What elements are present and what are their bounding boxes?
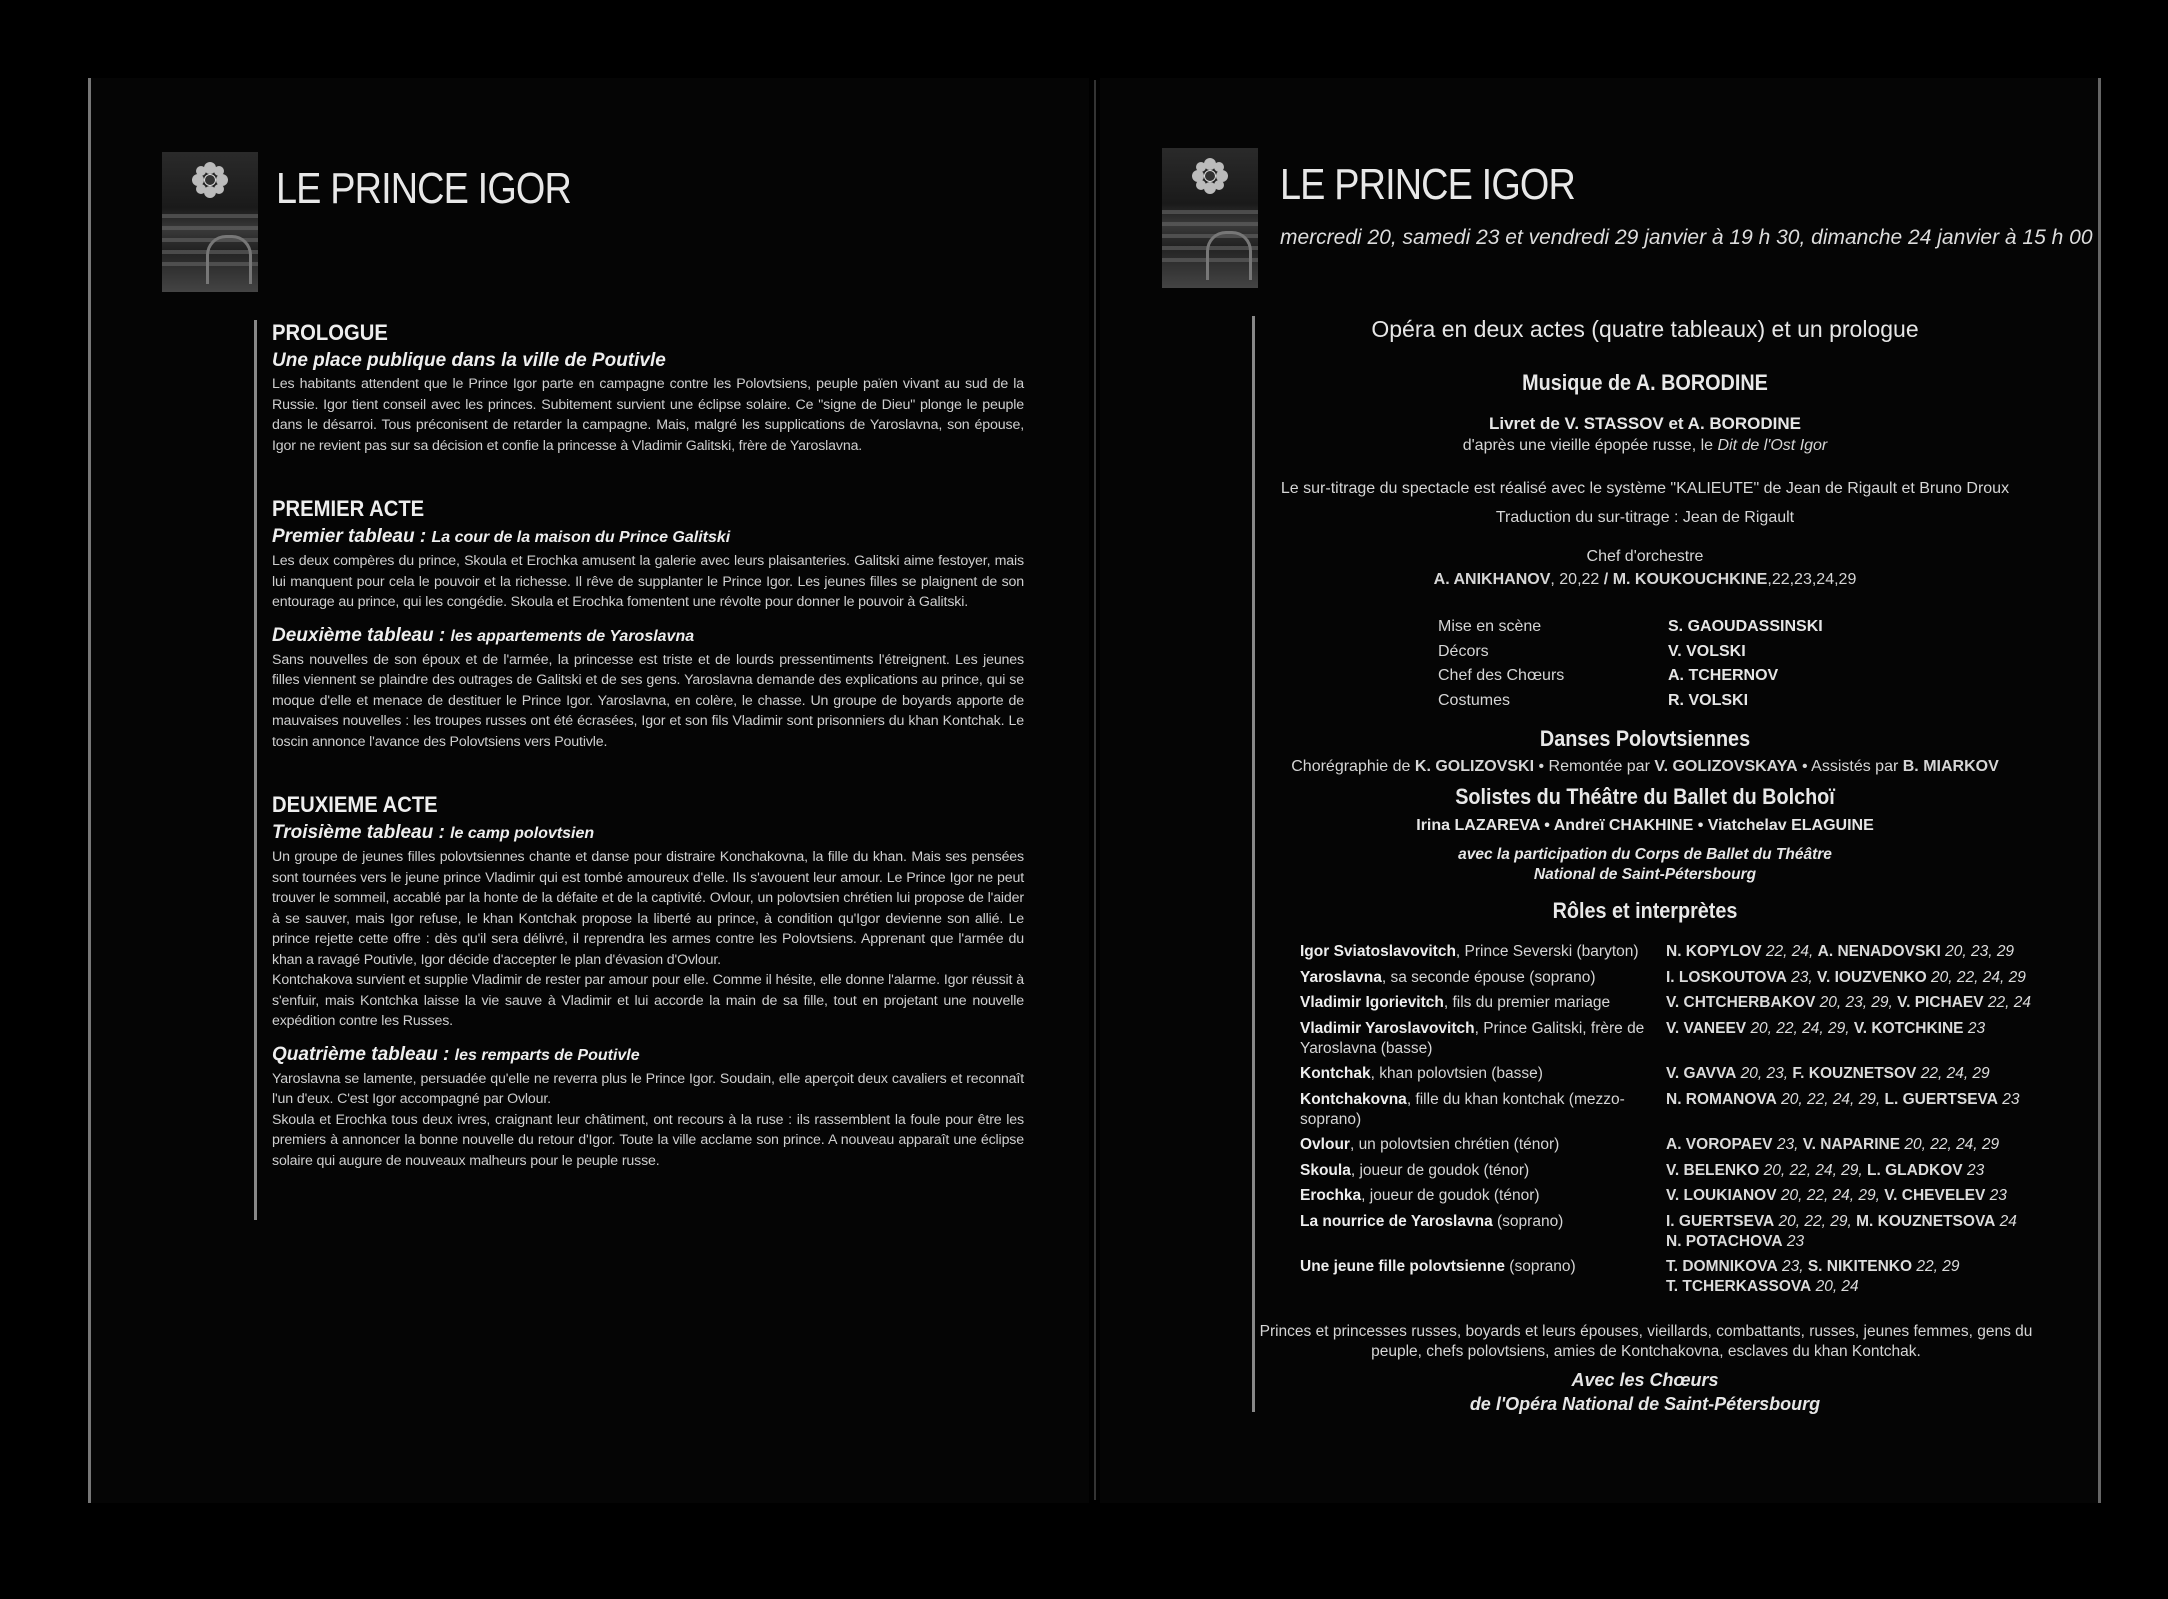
tableau2-text: Sans nouvelles de son époux et de l'armée, la princesse est triste et de lourds pressentiments l'étreignent. Les jeunes filles viennent se plaindre des outrages de Galitski et de ses gens. Yaroslavna demande des explications au prince, qui se moque d'elle et menace de destituer le Prince Igor. Yaroslavna, en colère, le chasse. Un groupe de boyards apporte de mauvaises nouvelles : les troupes russes ont été écrasées, Igor et son fils Vladimir sont prisonniers du khan Kontchak. Le toscin annonce l'avance des Polovtsiens vers Poutivle.: [272, 651, 1024, 750]
role-row: [1300, 1212, 2060, 1252]
flower-emblem-icon: [190, 160, 230, 200]
theatre-logo-icon: [162, 152, 258, 292]
choir-line-2: de l'Opéra National de Saint-Pétersbourg: [1469, 1394, 1821, 1414]
role-character: Skoula, joueur de goudok (ténor): [1300, 1161, 1530, 1179]
choir-line-1: Avec les Chœurs: [1571, 1370, 1719, 1390]
role-character: Ovlour, un polovtsien chrétien (ténor): [1300, 1136, 1560, 1153]
role-row: [1300, 1064, 2060, 1084]
role-character: Vladimir Yaroslavovitch, Prince Galitski, frère de Yaroslavna (basse): [1300, 1019, 1645, 1057]
roles-title: Rôles et interprètes: [1552, 898, 1738, 923]
role-character: Vladimir Igorievitch, fils du premier mariage: [1300, 994, 1611, 1011]
role-character: Yaroslavna, sa seconde épouse (soprano): [1300, 968, 1596, 986]
tableau4-text-2: Skoula et Erochka tous deux ivres, craignant leur châtiment, ont recours à la ruse : ils rassemblent la foule pour être les premiers à annoncer la bonne nouvelle du retour d'Igor. Toute la ville acclame son prince. A nouveau apparaît une éclipse solaire qui augure de nouveaux malheurs pour le peuple russe.: [272, 1111, 1024, 1169]
role-cast: N. KOPYLOV 22, 24, A. NENADOVSKI 20, 23, 29: [1666, 943, 2015, 960]
tableau1-text: Les deux compères du prince, Skoula et Erochka amusent la galerie avec leurs plaisanteries. Galitski aime festoyer, mais lui manquent pour cela le pouvoir et la richesse. Il rêve de supplanter le Prince Igor. Les jeunes filles se plaignent de son entourage au prince, qui les congédie. Skoula et Erochka fomentent une révolte pour donner le pouvoir à Galitski.: [272, 553, 1024, 610]
role-cast: N. ROMANOVA 20, 22, 24, 29, L. GUERTSEVA 23: [1666, 1090, 2020, 1108]
role-cast: V. BELENKO 20, 22, 24, 29, L. GLADKOV 23: [1666, 1161, 1985, 1179]
translation-credit: Traduction du sur-titrage : Jean de Rigault: [1495, 509, 1795, 526]
role-cast: V. LOUKIANOV 20, 22, 24, 29, V. CHEVELEV 23: [1666, 1187, 2007, 1204]
role-row: [1300, 968, 2060, 988]
role-character: Erochka, joueur de goudok (ténor): [1300, 1187, 1540, 1204]
soloists-names: Irina LAZAREVA • Andreï CHAKHINE • Viatchelav ELAGUINE: [1416, 817, 1874, 834]
ensemble-text: Princes et princesses russes, boyards et leurs épouses, vieillards, combattants, russes, jeunes femmes, gens du peuple, chefs polovtsiens, amies de Kontchakovna, esclaves du khan Kontchak.: [1259, 1323, 2033, 1360]
prologue-text: Les habitants attendent que le Prince Igor parte en campagne contre les Polovtsiens, peuple païen vivant au sud de la Russie. Igor tient conseil avec les princes. Subitement survient une éclipse solaire. Ce "signe de Dieu" plonge le peuple dans le désarroi. Tous préconisent de retarder la campagne. Mais, malgré les supplications de Yaroslavna, son épouse, Igor ne revient pas sur sa décision et confie la princesse à Vladimir Galitski, frère de Yaroslavna.: [272, 376, 1024, 454]
act1-heading: PREMIER ACTE: [272, 496, 425, 521]
role-row: [1300, 1257, 2060, 1297]
tableau2-title: Deuxième tableau : les appartements de Yaroslavna: [272, 624, 695, 646]
role-cast: V. CHTCHERBAKOV 20, 23, 29, V. PICHAEV 22, 24: [1666, 994, 2032, 1011]
role-character: Igor Sviatoslavovitch, Prince Severski (baryton): [1300, 943, 1639, 960]
opera-genre: Opéra en deux actes (quatre tableaux) et un prologue: [1371, 316, 1919, 342]
role-row: [1300, 1090, 2060, 1130]
role-cast: A. VOROPAEV 23, V. NAPARINE 20, 22, 24, 29: [1666, 1136, 2000, 1153]
tableau4-title: Quatrième tableau : les remparts de Poutivle: [272, 1043, 640, 1065]
role-row: [1300, 1186, 2060, 1206]
music-credit: Musique de A. BORODINE: [1522, 370, 1768, 395]
conductor-names: A. ANIKHANOV, 20,22 / M. KOUKOUCHKINE,22,23,24,29: [1433, 571, 1857, 588]
conductor-label: Chef d'orchestre: [1586, 548, 1704, 565]
staff-row: Mise en scène S. GAOUDASSINSKI: [1438, 618, 1823, 635]
left-page-title: LE PRINCE IGOR: [276, 164, 571, 213]
role-character: Kontchak, khan polovtsien (basse): [1300, 1065, 1543, 1082]
role-character: Kontchakovna, fille du khan kontchak (mezzo-soprano): [1300, 1090, 1625, 1128]
prologue-scene: Une place publique dans la ville de Poutivle: [272, 350, 666, 371]
act2-heading: DEUXIEME ACTE: [272, 792, 438, 817]
prologue-heading: PROLOGUE: [272, 320, 388, 345]
flower-emblem-icon: [1190, 156, 1230, 196]
roles-table: [1300, 942, 2060, 1303]
right-column-rule: [1252, 316, 1255, 1412]
tableau4-text: Yaroslavna se lamente, persuadée qu'elle ne reverra plus le Prince Igor. Soudain, elle aperçoit deux cavaliers et reconnaît l'un d'eux. C'est Igor accompagné par Ovlour.: [272, 1070, 1024, 1107]
source-credit: d'après une vieille épopée russe, le Dit de l'Ost Igor: [1462, 437, 1828, 454]
soloists-title: Solistes du Théâtre du Ballet du Bolchoï: [1455, 784, 1835, 809]
role-row: [1300, 942, 2060, 962]
role-cast: I. GUERTSEVA 20, 22, 29, M. KOUZNETSOVA 24 N. POTACHOVA 23: [1666, 1212, 2017, 1250]
theatre-logo-icon-right: [1162, 148, 1258, 288]
right-page-title: LE PRINCE IGOR: [1280, 160, 1575, 209]
staff-row: Costumes R. VOLSKI: [1438, 691, 1749, 709]
role-cast: V. VANEEV 20, 22, 24, 29, V. KOTCHKINE 23: [1666, 1019, 1986, 1037]
surtitle-credit: Le sur-titrage du spectacle est réalisé avec le système "KALIEUTE" de Jean de Rigault et Bruno Droux: [1280, 480, 2010, 497]
tableau3-title: Troisième tableau : le camp polovtsien: [272, 822, 595, 843]
tableau1-title: Premier tableau : La cour de la maison du Prince Galitski: [272, 526, 731, 547]
staff-row: Décors V. VOLSKI: [1438, 642, 1746, 660]
tableau3-text: Un groupe de jeunes filles polovtsiennes chante et danse pour distraire Konchakovna, la fille du khan. Mais ses pensées sont tournées vers le jeune prince Vladimir qui est tombé amoureux d'elle. Ils s'avouent leur amour. Le Prince Igor ne peut trouver le sommeil, accablé par la honte de la défaite et de la captivité. Ovlour, un polovtsien chrétien lui propose de l'aider à se sauver, mais Igor refuse, le khan Kontchak propose la liberté au prince, à condition qu'Igor devienne son allié. Le prince rejette cette offre : dès qu'il sera délivré, il reprendra les armes contre les Polovtsiens. Apprenant que l'armée du khan a ravagé Poutivle, Igor décide d'accepter le plan d'évasion d'Ovlour.: [272, 849, 1024, 968]
role-row: [1300, 993, 2060, 1013]
role-cast: I. LOSKOUTOVA 23, V. IOUZVENKO 20, 22, 24, 29: [1666, 968, 2026, 986]
role-character: Une jeune fille polovtsienne (soprano): [1300, 1258, 1576, 1275]
left-column-rule: [254, 320, 257, 1220]
role-character: La nourrice de Yaroslavna (soprano): [1300, 1212, 1564, 1230]
role-row: [1300, 1161, 2060, 1181]
libretto-credit: Livret de V. STASSOV et A. BORODINE: [1488, 414, 1802, 433]
role-cast: V. GAVVA 20, 23, F. KOUZNETSOV 22, 24, 29: [1666, 1065, 1990, 1082]
corps-line-1: avec la participation du Corps de Ballet du Théâtre: [1458, 846, 1832, 863]
role-cast: T. DOMNIKOVA 23, S. NIKITENKO 22, 29 T. TCHERKASSOVA 20, 24: [1666, 1258, 1960, 1295]
choreography-credit: Chorégraphie de K. GOLIZOVSKI • Remontée par V. GOLIZOVSKAYA • Assistés par B. MIARKOV: [1291, 758, 1999, 775]
spine-divider: [1094, 80, 1096, 1500]
dances-title: Danses Polovtsiennes: [1539, 726, 1751, 751]
synopsis: [272, 318, 1024, 1171]
performance-dates: mercredi 20, samedi 23 et vendredi 29 janvier à 19 h 30, dimanche 24 janvier à 15 h 00: [1280, 226, 2093, 249]
role-row: [1300, 1135, 2060, 1155]
tableau3-text-2: Kontchakova survient et supplie Vladimir de rester par amour pour elle. Comme il hésite, elle donne l'alarme. Igor réussit à s'enfuir, mais Kontchka laisse la vie sauve à Vladimir et lui accorde la main de sa fille, tout en projetant une nouvelle expédition contre les Russes.: [272, 972, 1024, 1029]
staff-row: Chef des Chœurs A. TCHERNOV: [1438, 667, 1779, 684]
role-row: [1300, 1019, 2060, 1059]
staff-list: [1438, 618, 1938, 716]
corps-line-2: National de Saint-Pétersbourg: [1533, 866, 1757, 883]
